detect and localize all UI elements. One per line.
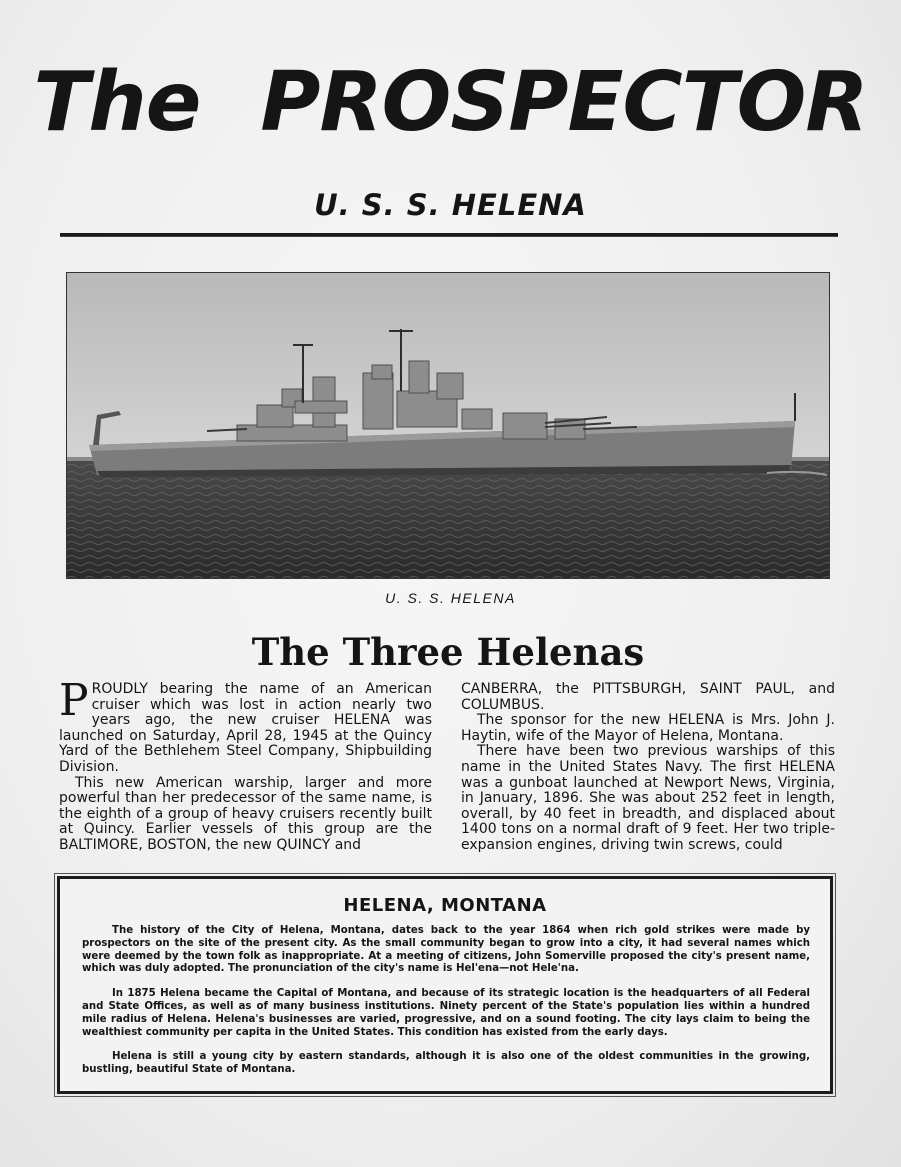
article-column-right — [461, 682, 835, 854]
sidebar-box — [57, 876, 833, 1094]
drop-cap: P — [59, 675, 89, 726]
article-paragraph: This new American warship, larger and more powerful than her predecessor of the same name, is the eighth of a group of heavy cruisers recently built at Quincy. Earlier vessels of this group are the BALTIMORE, BOSTON, the new QUINCY and — [59, 774, 432, 853]
sidebar-paragraph: In 1875 Helena became the Capital of Montana, and because of its strategic location is the headquarters of all Federal and State Offices, as well as of many business institutions. Ninety percent of the State's population lies within a hundred mile radius of Helena. Helena's businesses are varied, progressive, and on a sound footing. The city lays claim to being the wealthiest community per capita in the United States. This condition has existed from the early days. — [82, 988, 810, 1038]
masthead-divider — [60, 233, 838, 237]
article-paragraph: The sponsor for the new HELENA is Mrs. John J. Haytin, wife of the Mayor of Helena, Montana. — [461, 712, 835, 744]
photo-caption: U. S. S. HELENA — [385, 590, 516, 606]
article-paragraph-text: ROUDLY bearing the name of an American cruiser which was lost in action nearly two years ago, the new cruiser HELENA was launched on Saturday, April 28, 1945 at the Quincy Yard of the Bethlehem Steel Company, Shipbuilding Division. — [59, 681, 432, 775]
article-paragraph: There have been two previous warships of this name in the United States Navy. The first HELENA was a gunboat launched at Newport News, Virginia, in January, 1896. She was about 252 feet in length, overall, by 40 feet in breadth, and displaced about 1400 tons on a normal draft of 9 feet. Her two triple-expansion engines, driving twin screws, could — [461, 743, 835, 853]
masthead-title — [0, 55, 901, 150]
article-paragraph — [59, 675, 432, 776]
ship-photo — [66, 272, 830, 579]
ship-photo-illustration — [67, 273, 829, 578]
sidebar-title: HELENA, MONTANA — [343, 895, 547, 916]
masthead-word-the: The — [33, 55, 201, 150]
masthead-subtitle: U. S. S. HELENA — [314, 188, 587, 222]
sidebar-paragraph: The history of the City of Helena, Montana, dates back to the year 1864 when rich gold strikes were made by prospectors on the site of the present city. As the small community began to grow into a city, it had several names which were deemed by the town folk as inappropriate. At a meeting of citizens, John Somerville proposed the city's present name, which was duly adopted. The pronunciation of the city's name is Hel'ena—not Hele'na. — [82, 925, 810, 975]
article-paragraph: CANBERRA, the PITTSBURGH, SAINT PAUL, and COLUMBUS. — [461, 681, 835, 713]
article-column-left — [59, 675, 432, 854]
sidebar-body — [82, 925, 810, 1089]
article-headline: The Three Helenas — [251, 630, 645, 674]
masthead-word-prospector: PROSPECTOR — [260, 55, 868, 150]
sidebar-paragraph: Helena is still a young city by eastern standards, although it is also one of the oldest communities in the growing, bustling, beautiful State of Montana. — [82, 1051, 810, 1076]
